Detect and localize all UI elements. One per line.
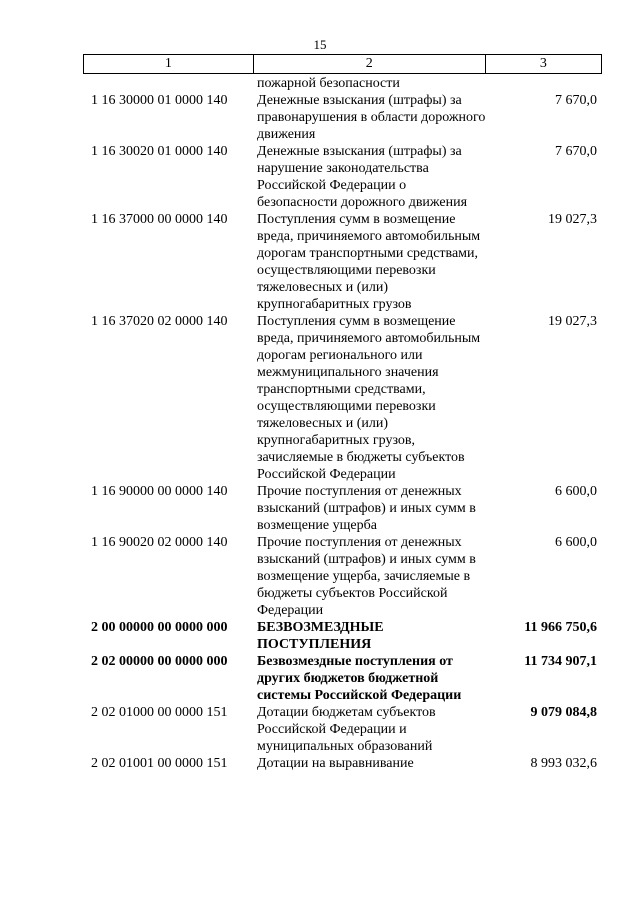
row-name: Безвозмездные поступления от других бюджетов бюджетной системы Российской Федерации [257, 654, 462, 703]
row-name: Поступления сумм в возмещение вреда, причиняемого автомобильным дорогам регионального или межмуниципального значения транспортными средствами, осуществляющими перевозки тяжеловесных и (или) крупногабаритных грузов, зачисляемые в бюджеты субъектов Российской Федерации [257, 314, 481, 482]
row-amount: 6 600,0 [555, 535, 597, 550]
row-amount: 19 027,3 [548, 212, 597, 227]
row-name: Прочие поступления от денежных взысканий (штрафов) и иных сумм в возмещение ущерба [257, 484, 476, 533]
table-row [83, 75, 602, 92]
row-name: пожарной безопасности [257, 76, 400, 91]
row-code: 2 02 00000 00 0000 000 [91, 654, 228, 669]
header-col-3: 3 [485, 55, 601, 74]
header-col-1: 1 [84, 55, 254, 74]
row-amount: 11 734 907,1 [524, 654, 597, 669]
row-name: Денежные взыскания (штрафы) за нарушение законодательства Российской Федерации о безопасности дорожного движения [257, 144, 468, 210]
row-code: 2 02 01001 00 0000 151 [91, 756, 228, 771]
row-code: 1 16 30000 01 0000 140 [91, 93, 228, 108]
table-row [83, 755, 602, 772]
row-code: 2 00 00000 00 0000 000 [91, 620, 228, 635]
row-amount: 6 600,0 [555, 484, 597, 499]
row-name: Дотации бюджетам субъектов Российской Федерации и муниципальных образований [257, 705, 436, 754]
row-code: 1 16 30020 01 0000 140 [91, 144, 228, 159]
table-row [83, 483, 602, 534]
row-name: Денежные взыскания (штрафы) за правонарушения в области дорожного движения [257, 93, 486, 142]
row-name: БЕЗВОЗМЕЗДНЫЕ ПОСТУПЛЕНИЯ [257, 620, 384, 652]
row-code: 1 16 90020 02 0000 140 [91, 535, 228, 550]
row-code: 1 16 90000 00 0000 140 [91, 484, 228, 499]
table-row [83, 619, 602, 653]
row-amount: 19 027,3 [548, 314, 597, 329]
table-row [83, 653, 602, 704]
row-name: Дотации на выравнивание [257, 756, 414, 771]
table-row [83, 92, 602, 143]
page-number: 15 [313, 37, 327, 52]
row-amount: 9 079 084,8 [530, 705, 597, 720]
row-name: Поступления сумм в возмещение вреда, причиняемого автомобильным дорогам транспортными средствами, осуществляющими перевозки тяжеловесных и (или) крупногабаритных грузов [257, 212, 481, 312]
table-header [83, 54, 602, 74]
table-body [83, 75, 602, 772]
table-row [83, 313, 602, 483]
row-code: 1 16 37020 02 0000 140 [91, 314, 228, 329]
row-amount: 7 670,0 [555, 93, 597, 108]
row-amount: 11 966 750,6 [524, 620, 597, 635]
table-row [83, 143, 602, 211]
table-row [83, 534, 602, 619]
row-amount: 7 670,0 [555, 144, 597, 159]
table-row [83, 704, 602, 755]
row-name: Прочие поступления от денежных взысканий (штрафов) и иных сумм в возмещение ущерба, зачисляемые в бюджеты субъектов Российской Федерации [257, 535, 476, 618]
row-code: 2 02 01000 00 0000 151 [91, 705, 228, 720]
row-amount: 8 993 032,6 [530, 756, 597, 771]
header-col-2: 2 [253, 55, 485, 74]
row-code: 1 16 37000 00 0000 140 [91, 212, 228, 227]
table-row [83, 211, 602, 313]
